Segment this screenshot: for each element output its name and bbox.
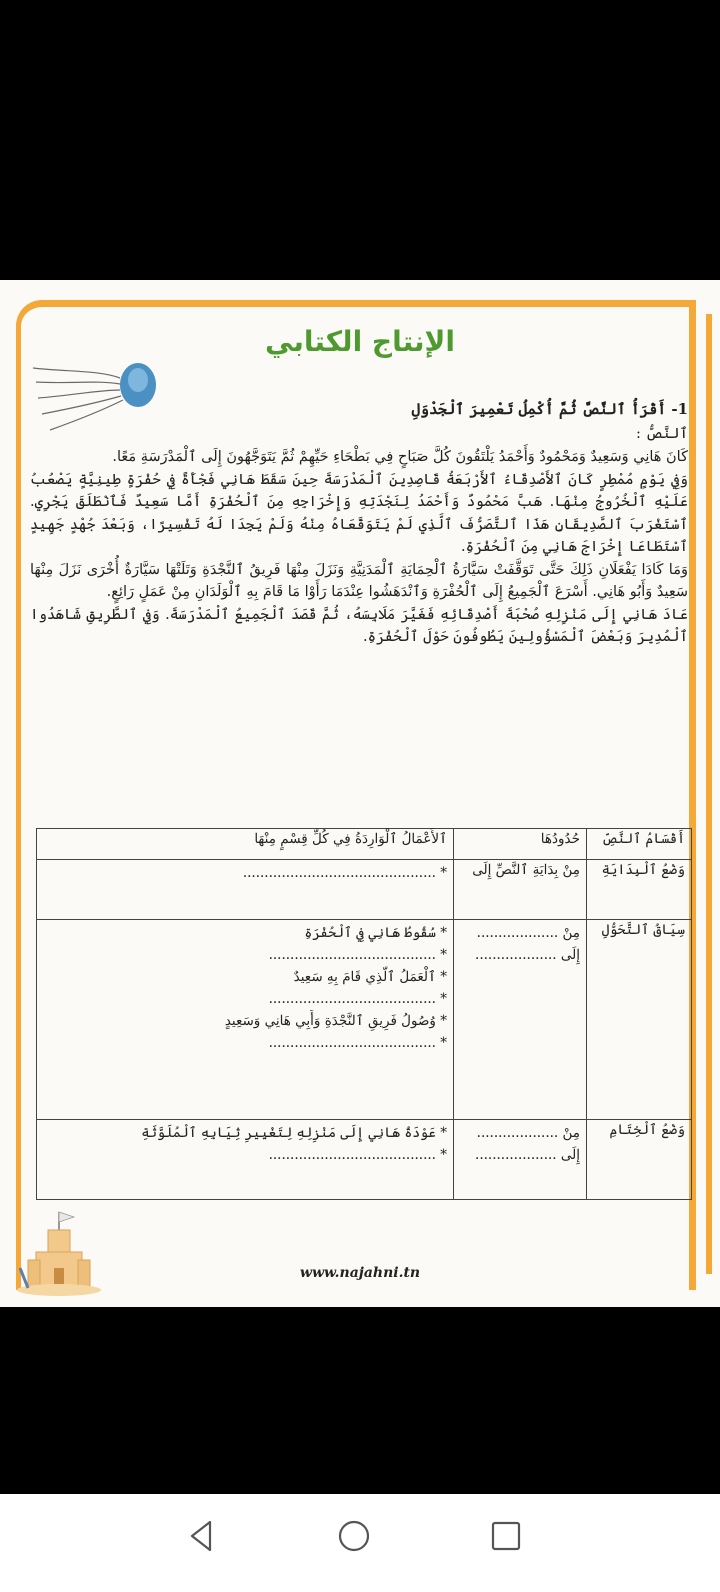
table-header-row [37, 829, 692, 860]
orange-frame-right [706, 314, 712, 1274]
worksheet-page [0, 280, 720, 1307]
instruction: 1- أَقْرَأُ ٱلنَّصَّ ثُمَّ أُكْمِلُ تَعْمِيرَ ٱلْجَدْوَلِ [411, 400, 688, 418]
bounds-from[interactable]: مِنْ ................... [476, 1125, 580, 1141]
paragraph-1: كَانَ هَانِي وَسَعِيدٌ وَمَحْمُودٌ وَأَحْمَدُ يَلْتَقُونَ كُلَّ صَبَاحٍ فِي بَطْحَاءِ حَيِّهِمْ ثُمَّ يَتَوَجَّهُونَ إِلَى ٱلْمَدْرَسَةِ مَعًا. [112, 449, 688, 465]
paragraph-3: وَمَا كَادَا يَفْعَلَانِ ذَلِكَ حَتَّى تَوَقَّفَتْ سَيَّارَةُ ٱلْحِمَايَةِ ٱلْمَدَنِيَّةِ وَنَزَلَ مِنْهَا فَرِيقُ ٱلنَّجْدَةِ وَتَلَتْهَا سَيَّارَةٌ أُخْرَى نَزَلَ مِنْهَا سَعِيدٌ وَأَبُو هَانِي. أَسْرَعَ ٱلْجَمِيعُ إِلَى ٱلْحُفْرَةِ وَٱنْدَهَشُوا عِنْدَمَا رَأَوْا مَا قَامَ بِهِ ٱلْوَلَدَانِ مِنْ عَمَلٍ رَائِعٍ. [30, 561, 688, 600]
list-item: * وُصُولُ فَرِيقِ ٱلنَّجْدَةِ وَأَبِي هَانِي وَسَعِيدٍ [224, 1013, 447, 1029]
recents-icon[interactable] [486, 1516, 526, 1556]
back-icon[interactable] [182, 1516, 222, 1556]
paragraph-2: وَفِي يَوْمٍ مُمْطِرٍ كَانَ ٱلأَصْدِقَاءُ ٱلأَرْبَعَةُ قَاصِدِينَ ٱلْمَدْرَسَةَ حِينَ سَقَطَ هَانِي فَجْأَةً فِي حُفْرَةٍ طِينِيَّةٍ يَصْعُبُ عَلَيْهِ ٱلْخُرُوجُ مِنْهَا. هَبَّ مَحْمُودٌ وَأَحْمَدُ لِنَجْدَتِهِ وَإِخْرَاجِهِ مِنَ ٱلْحُفْرَةِ أَمَّا سَعِيدٌ فَٱنْطَلَقَ يَجْرِي. ٱسْتَغْرَبَ ٱلصَّدِيقَانِ هَذَا ٱلتَّصَرُّفَ ٱلَّذِي لَمْ يَتَوَقَّعَاهُ مِنْهُ وَلَمْ يَجِدَا لَهُ تَفْسِيرًا، وَبَعْدَ جُهْدٍ جَهِيدٍ ٱسْتَطَاعَا إِخْرَاجَ هَانِي مِنَ ٱلْحُفْرَةِ. [30, 471, 688, 555]
header-actions: ٱلأَعْمَالُ ٱلْوَارِدَةُ فِي كُلِّ قِسْمٍ مِنْهَا [37, 829, 454, 860]
header-sections: أَقْسَامُ ٱلنَّصِّ [587, 829, 692, 860]
answer-line[interactable]: * ....................................... [268, 947, 447, 963]
actions-middle[interactable] [37, 920, 454, 1120]
page-title: الإنتاج الكتابي [264, 325, 455, 358]
section-middle: سِيَاقُ ٱلتَّحَوُّلِ [587, 920, 692, 1120]
reading-text [30, 398, 688, 649]
answer-line[interactable]: * ....................................... [268, 991, 447, 1007]
story-structure-table [36, 828, 692, 1200]
table-row [37, 860, 692, 920]
section-end: وَضْعُ ٱلْخِتَامِ [587, 1120, 692, 1200]
bounds-from[interactable]: مِنْ ................... [476, 925, 580, 941]
table-row [37, 920, 692, 1120]
bounds-middle[interactable] [454, 920, 587, 1120]
paragraph-4: عَادَ هَانِي إِلَى مَنْزِلِهِ صُحْبَةَ أَصْدِقَائِهِ فَغَيَّرَ مَلَابِسَهُ، ثُمَّ قَصَدَ ٱلْجَمِيعُ ٱلْمَدْرَسَةَ. وَفِي ٱلطَّرِيقِ شَاهَدُوا ٱلْمُدِيرَ وَبَعْضَ ٱلْمَسْؤُولِينَ يَطُوفُونَ حَوْلَ ٱلْحُفْرَةِ. [30, 606, 688, 645]
bounds-start: مِنْ بِدَايَةِ ٱلنَّصِّ إِلَى [454, 860, 587, 920]
list-item: * سُقُوطُ هَانِي فِي ٱلْحُفْرَةِ [304, 925, 447, 941]
android-navigation-bar [0, 1494, 720, 1592]
text-label: ٱلنَّصُّ : [636, 425, 688, 442]
sandcastle-illustration [14, 1208, 104, 1298]
actions-end[interactable] [37, 1120, 454, 1200]
answer-line[interactable]: * ....................................... [268, 1035, 447, 1051]
bounds-to[interactable]: إِلَى ................... [475, 947, 580, 963]
list-item: * ٱلْعَمَلُ ٱلَّذِي قَامَ بِهِ سَعِيدٌ [293, 969, 447, 985]
header-bounds: حُدُودُهَا [454, 829, 587, 860]
home-icon[interactable] [334, 1516, 374, 1556]
bounds-end[interactable] [454, 1120, 587, 1200]
footer-url: www.najahni.tn [299, 1265, 421, 1281]
bounds-to[interactable]: إِلَى ................... [475, 1147, 580, 1163]
answer-line[interactable]: * ....................................... [268, 1147, 447, 1163]
list-item: * عَوْدَةُ هَانِي إِلَى مَنْزِلِهِ لِتَغْيِيرِ ثِيَابِهِ ٱلْمُلَوَّثَةِ [141, 1125, 447, 1141]
actions-start[interactable] [37, 860, 454, 920]
table-row [37, 1120, 692, 1200]
section-start: وَضْعُ ٱلْبِدَايَةِ [587, 860, 692, 920]
answer-line[interactable]: * ............................................. [242, 865, 447, 881]
